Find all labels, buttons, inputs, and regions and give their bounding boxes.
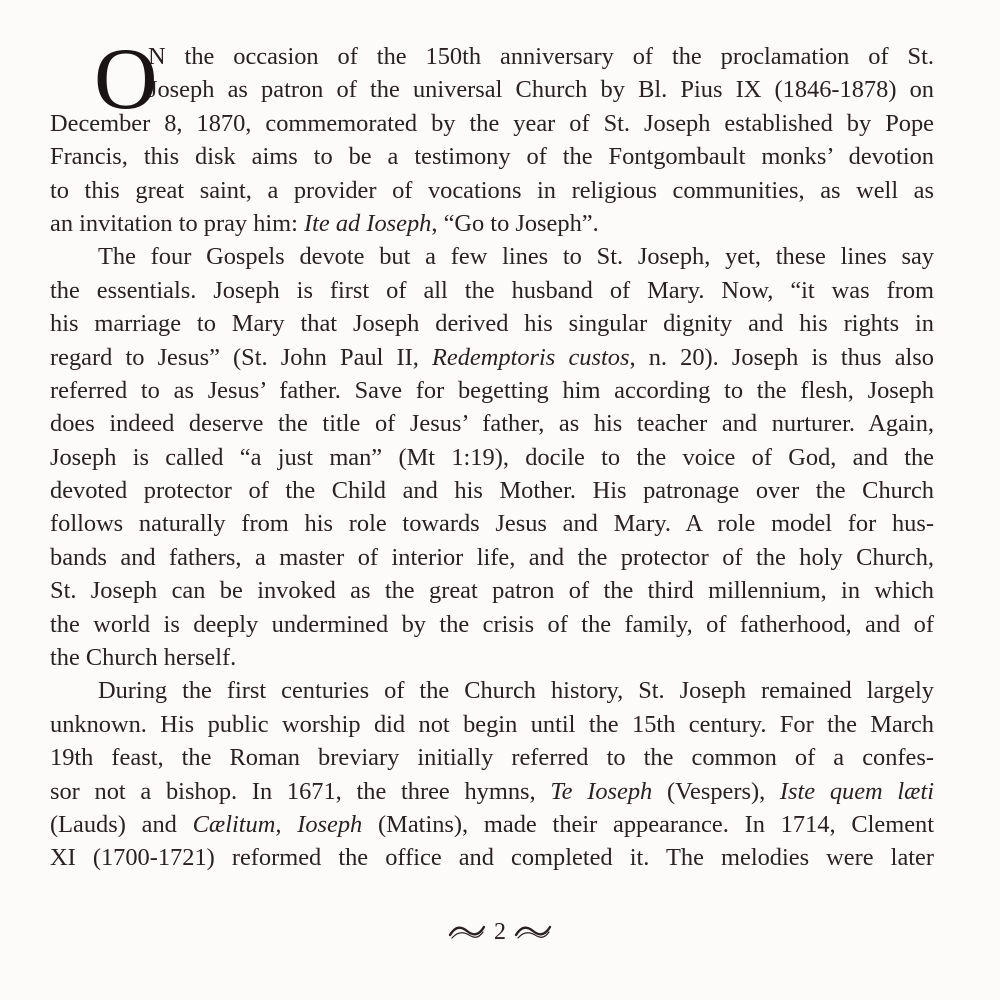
text-line <box>50 775 934 808</box>
text-run: (Vespers), <box>652 777 780 805</box>
text-run: unknown. His public worship did not begin until the 15th century. For the March <box>50 710 934 738</box>
italic-text: Redemptoris custos <box>432 343 630 371</box>
text-run: bands and fathers, a master of interior life, and the protector of the holy Church, <box>50 543 934 571</box>
text-run: the Church herself. <box>50 644 237 672</box>
text-line <box>50 40 934 73</box>
text-line <box>50 274 934 307</box>
text-line <box>50 307 934 340</box>
text-line <box>50 73 934 106</box>
page-number: 2 <box>494 918 506 945</box>
swash-ornament-icon <box>448 923 486 941</box>
text-run: , “Go to Joseph”. <box>431 209 599 237</box>
text-run: his marriage to Mary that Joseph derived his singular dignity and his rights in <box>50 310 934 338</box>
text-run: The four Gospels devote but a few lines to St. Joseph, yet, these lines say <box>98 243 934 271</box>
text-run: referred to as Jesus’ father. Save for begetting him according to the flesh, Joseph <box>50 376 934 404</box>
text-line <box>50 641 934 674</box>
text-run: the essentials. Joseph is first of all the husband of Mary. Now, “it was from <box>50 276 934 304</box>
text-run: 19th feast, the Roman breviary initially referred to the common of a confes- <box>50 744 934 772</box>
text-line <box>50 507 934 540</box>
text-run: (Lauds) and <box>50 810 193 838</box>
text-run: does indeed deserve the title of Jesus’ father, as his teacher and nurturer. Again, <box>50 410 934 438</box>
text-line <box>50 174 934 207</box>
text-line <box>50 608 934 641</box>
text-run: N the occasion of the 150th anniversary of the proclamation of St. <box>148 43 934 70</box>
text-run: Joseph as patron of the universal Church by Bl. Pius IX (1846-1878) on <box>148 76 934 104</box>
text-line <box>50 207 934 240</box>
text-run: (Matins), made their appearance. In 1714, Clement <box>362 810 934 838</box>
text-line <box>50 341 934 374</box>
text-run: , n. 20). Joseph is thus also <box>629 343 934 371</box>
text-run: devoted protector of the Child and his Mother. His patronage over the Church <box>50 477 934 505</box>
text-run: follows naturally from his role towards Jesus and Mary. A role model for hus- <box>50 510 934 538</box>
text-line <box>50 474 934 507</box>
text-run: regard to Jesus” (St. John Paul II, <box>50 343 433 371</box>
text-line <box>50 741 934 774</box>
text-line <box>50 374 934 407</box>
text-line <box>50 240 934 273</box>
text-run: St. Joseph can be invoked as the great patron of the third millennium, in which <box>50 577 934 605</box>
text-run: During the first centuries of the Church history, St. Joseph remained largely <box>98 677 934 705</box>
text-run: an invitation to pray him: <box>50 209 305 237</box>
text-run: Joseph is called “a just man” (Mt 1:19), docile to the voice of God, and the <box>50 443 934 471</box>
text-line <box>50 107 934 140</box>
paragraph <box>50 31 934 240</box>
text-run: the world is deeply undermined by the crisis of the family, of fatherhood, and of <box>50 610 934 638</box>
italic-text: Iste quem læti <box>779 777 934 805</box>
text-line <box>50 808 934 841</box>
text-line <box>50 574 934 607</box>
paragraph <box>50 240 934 674</box>
body-text <box>50 31 934 875</box>
text-line <box>50 140 934 173</box>
text-line <box>50 541 934 574</box>
page-footer <box>0 918 1000 946</box>
italic-text: Ite ad Ioseph <box>304 209 432 237</box>
text-line <box>50 441 934 474</box>
text-run: December 8, 1870, commemorated by the year of St. Joseph established by Pope <box>50 109 934 137</box>
text-line <box>50 407 934 440</box>
drop-cap: O <box>94 31 158 128</box>
italic-text: Cælitum, Ioseph <box>192 810 363 838</box>
text-run: Francis, this disk aims to be a testimony of the Fontgombault monks’ devotion <box>50 143 934 171</box>
paragraph <box>50 674 934 874</box>
swash-ornament-icon <box>514 923 552 941</box>
italic-text: Te Ioseph <box>550 777 653 805</box>
text-line <box>50 674 934 707</box>
text-line <box>50 841 934 874</box>
text-run: XI (1700-1721) reformed the office and completed it. The melodies were later <box>50 844 934 872</box>
text-run: to this great saint, a provider of vocations in religious communities, as well as <box>50 176 934 204</box>
text-line <box>50 708 934 741</box>
text-run: sor not a bishop. In 1671, the three hymns, <box>50 777 551 805</box>
